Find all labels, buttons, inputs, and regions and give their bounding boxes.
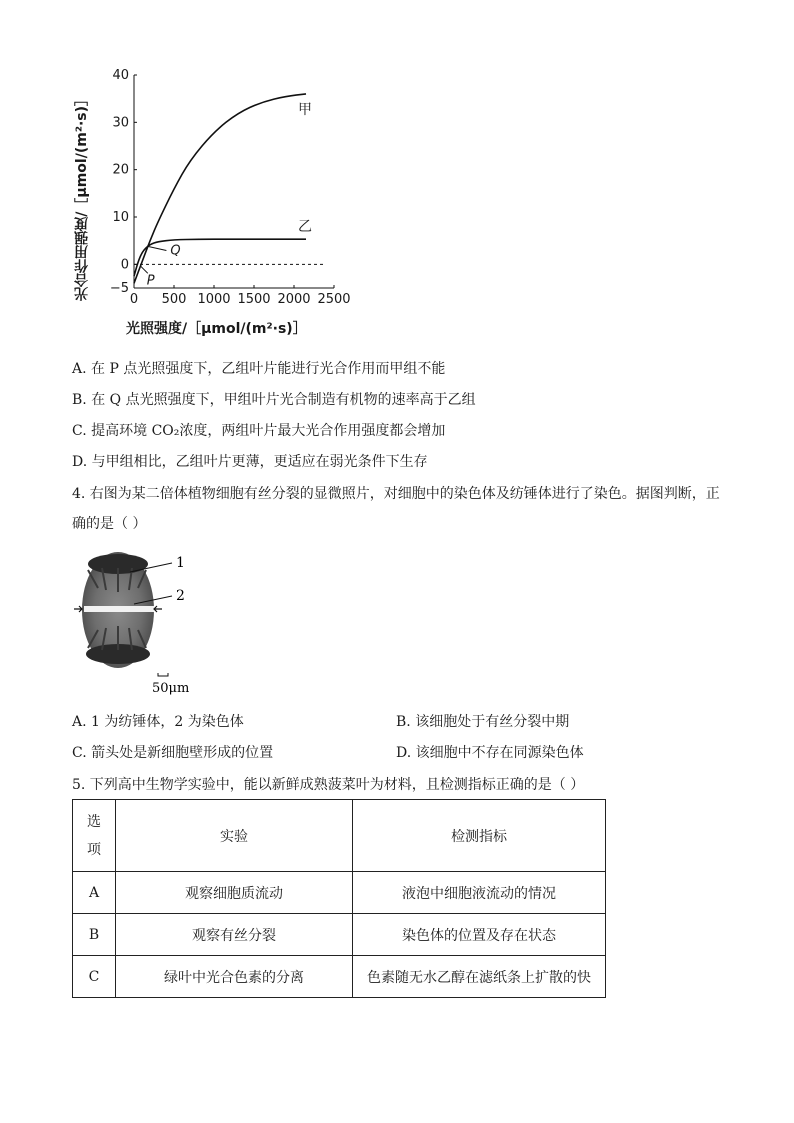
y-tick-label: 40	[112, 68, 129, 83]
table-cell-indicator: 液泡中细胞液流动的情况	[353, 872, 606, 914]
table-cell-indicator: 染色体的位置及存在状态	[353, 914, 606, 956]
table-header-indicator: 检测指标	[353, 800, 606, 872]
table-cell-experiment: 观察细胞质流动	[116, 872, 353, 914]
q3-option-b: B. 在 Q 点光照强度下，甲组叶片光合制造有机物的速率高于乙组	[72, 392, 476, 408]
q4-option-b: B. 该细胞处于有丝分裂中期	[396, 714, 570, 730]
x-tick-label: 2500	[317, 292, 351, 307]
q4-option-d: D. 该细胞中不存在同源染色体	[396, 745, 584, 761]
left-arrow-icon	[74, 606, 82, 612]
table-header-option-part1: 选	[87, 813, 101, 830]
chart-y-axis-label: 光合作用强度/［μmol/(m²·s)］	[74, 92, 90, 301]
series-label: 乙	[298, 219, 312, 236]
table-header-option	[73, 800, 116, 872]
annotation-label: P	[146, 273, 155, 289]
series-line-yi	[134, 239, 306, 276]
y-tick-label: 0	[120, 257, 129, 273]
table-cell-option: C	[73, 956, 116, 998]
x-tick-label: 0	[129, 292, 139, 307]
table-cell-indicator: 色素随无水乙醇在滤纸条上扩散的快	[353, 956, 606, 998]
chart-x-axis-label: 光照强度/［μmol/(m²·s)］	[126, 321, 307, 337]
q5-stem: 5. 下列高中生物学实验中，能以新鲜成熟菠菜叶为材料，且检测指标正确的是（ ）	[72, 777, 585, 793]
q4-stem-line1: 4. 右图为某二倍体植物细胞有丝分裂的显微照片，对细胞中的染色体及纺锤体进行了染色。据图判断，正	[72, 486, 720, 502]
chart-series	[134, 94, 326, 283]
label-2: 2	[176, 588, 185, 604]
table-row	[73, 914, 606, 956]
photosynthesis-light-curve-chart	[70, 60, 360, 310]
annotation-pointer	[141, 266, 148, 273]
annotation-label: Q	[170, 243, 181, 259]
scale-label: 50μm	[152, 681, 190, 696]
scale-bar	[158, 673, 168, 676]
x-tick-label: 1000	[197, 292, 231, 307]
q3-option-c: C. 提高环境 CO₂浓度，两组叶片最大光合作用强度都会增加	[72, 423, 446, 439]
table-header-experiment: 实验	[116, 800, 353, 872]
table-header-option-part2: 项	[87, 841, 101, 858]
q4-option-a: A. 1 为纺锤体，2 为染色体	[72, 714, 244, 730]
x-tick-label: 1500	[237, 292, 271, 307]
annotation-pointer	[148, 247, 166, 251]
cell-plate-line	[84, 606, 154, 612]
table-header-row	[73, 800, 606, 872]
table-cell-experiment: 观察有丝分裂	[116, 914, 353, 956]
table-cell-experiment: 绿叶中光合色素的分离	[116, 956, 353, 998]
y-tick-label: 30	[112, 115, 129, 131]
table-cell-option: B	[73, 914, 116, 956]
y-tick-label: −5	[109, 281, 129, 296]
y-tick-label: 10	[112, 210, 129, 225]
q4-option-c: C. 箭头处是新细胞壁形成的位置	[72, 745, 274, 761]
table-row	[73, 872, 606, 914]
x-tick-label: 2000	[277, 292, 311, 307]
cell-micrograph	[72, 548, 222, 698]
q3-option-a: A. 在 P 点光照强度下，乙组叶片能进行光合作用而甲组不能	[72, 361, 446, 377]
series-label: 甲	[298, 101, 312, 118]
series-line-jia	[134, 94, 306, 283]
right-arrow-icon	[154, 606, 162, 612]
q3-option-d: D. 与甲组相比，乙组叶片更薄，更适应在弱光条件下生存	[72, 454, 428, 470]
y-tick-label: 20	[112, 162, 129, 178]
x-tick-label: 500	[161, 292, 187, 307]
label-1: 1	[176, 555, 185, 571]
q5-experiment-table	[72, 799, 606, 998]
table-cell-option: A	[73, 872, 116, 914]
q4-stem-line2: 确的是（ ）	[72, 516, 147, 532]
table-row	[73, 956, 606, 998]
